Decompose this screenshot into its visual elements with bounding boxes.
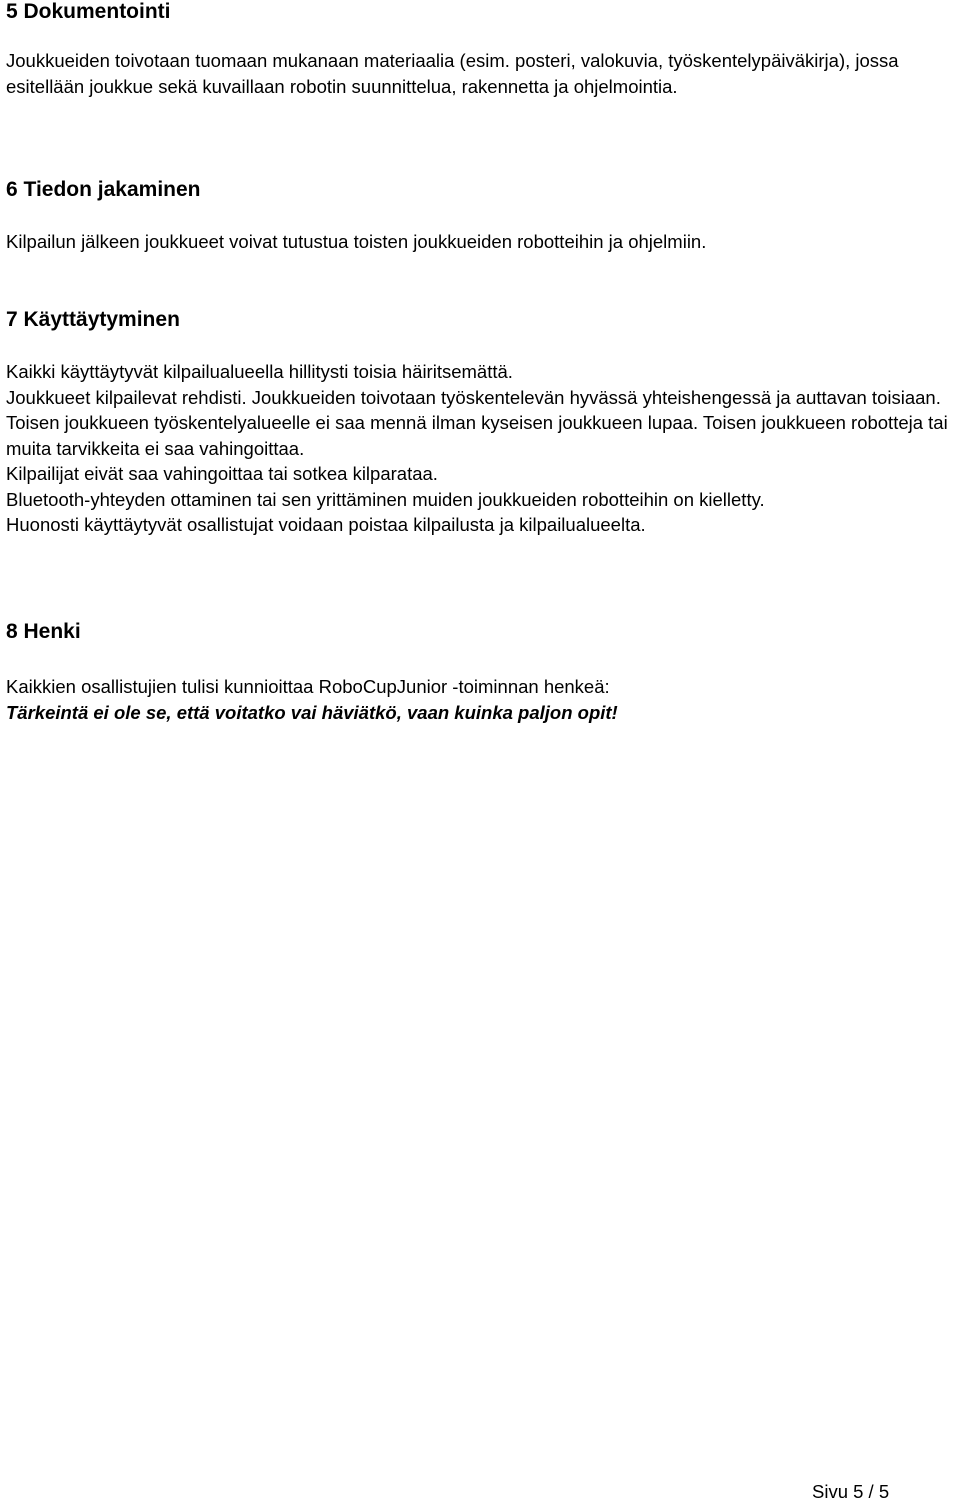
paragraph-line: Bluetooth-yhteyden ottaminen tai sen yrittäminen muiden joukkueiden robotteihin on kielletty. — [6, 488, 765, 510]
section-body-documentation — [6, 48, 954, 99]
page-number: Sivu 5 / 5 — [812, 1481, 890, 1502]
paragraph-line: Kaikki käyttäytyvät kilpailualueella hillitysti toisia häiritsemättä. — [6, 361, 513, 382]
paragraph-line: Toisen joukkueen työskentelyalueelle ei saa mennä ilman kyseisen joukkueen lupaa. Toisen joukkueen robotteja tai muita tarvikkeita ei saa vahingoittaa. — [6, 412, 948, 459]
section-heading-information-sharing: 6 Tiedon jakaminen — [6, 178, 201, 201]
paragraph-line: Joukkueiden toivotaan tuomaan mukanaan materiaalia (esim. posteri, valokuvia, työskentelypäiväkirja), jossa esitellään joukkue sekä kuvaillaan robotin suunnittelua, rakennetta ja ohjelmointia. — [6, 50, 899, 97]
section-body-information-sharing — [6, 229, 954, 255]
section-body-spirit — [6, 674, 954, 725]
paragraph-line: Huonosti käyttäytyvät osallistujat voidaan poistaa kilpailusta ja kilpailualueelta. — [6, 514, 646, 535]
motto-text: Tärkeintä ei ole se, että voitatko vai häviätkö, vaan kuinka paljon opit! — [6, 701, 618, 723]
section-heading-behaviour: 7 Käyttäytyminen — [6, 308, 180, 331]
paragraph-line: Joukkueet kilpailevat rehdisti. Joukkueiden toivotaan työskentelevän hyvässä yhteishengessä ja auttavan toisiaan. — [6, 386, 941, 408]
paragraph-line: Kilpailun jälkeen joukkueet voivat tutustua toisten joukkueiden robotteihin ja ohjelmiin. — [6, 231, 707, 252]
section-heading-spirit: 8 Henki — [6, 620, 81, 643]
section-heading-documentation: 5 Dokumentointi — [6, 0, 171, 23]
section-body-behaviour — [6, 359, 954, 538]
paragraph-line: Kilpailijat eivät saa vahingoittaa tai sotkea kilparataa. — [6, 463, 438, 484]
paragraph-line: Kaikkien osallistujien tulisi kunnioittaa RoboCupJunior -toiminnan henkeä: — [6, 676, 610, 697]
